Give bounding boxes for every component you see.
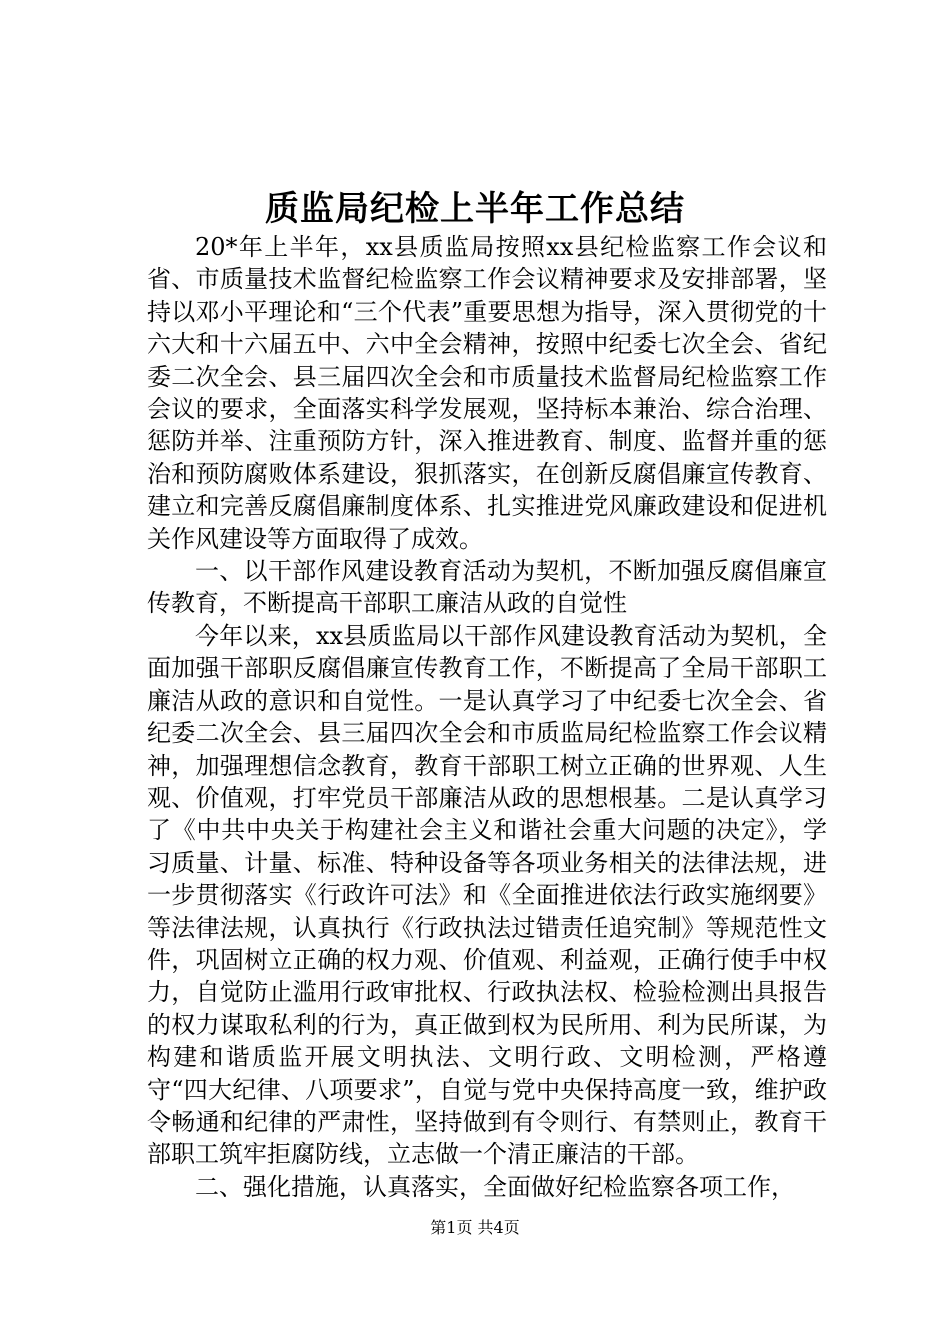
paragraph-section-2-heading: 二、强化措施，认真落实，全面做好纪检监察各项工作， <box>195 1172 795 1201</box>
paragraph-section-1-body: 今年以来，xx县质监局以干部作风建设教育活动为契机，全面加强干部职反腐倡廉宣传教育工作，不断提高了全局干部职工廉洁从政的意识和自觉性。一是认真学习了中纪委七次全会、省纪委二次全会、县三届四次全会和市质监局纪检监察工作会议精神，加强理想信念教育，教育干部职工树立正确的世界观、人生观、价值观，打牢党员干部廉洁从政的思想根基。二是认真学习了《中共中央关于构建社会主义和谐社会重大问题的决定》，学习质量、计量、标准、特种设备等各项业务相关的法律法规，进一步贯彻落实《行政许可法》和《全面推进依法行政实施纲要》等法律法规，认真执行《行政执法过错责任追究制》等规范性文件，巩固树立正确的权力观、价值观、利益观，正确行使手中权力，自觉防止滥用行政审批权、行政执法权、检验检测出具报告的权力谋取私利的行为，真正做到权为民所用、利为民所谋，为构建和谐质监开展文明执法、文明行政、文明检测，严格遵守“四大纪律、八项要求”，自觉与党中央保持高度一致，维护政令畅通和纪律的严肃性，坚持做到有令则行、有禁则止，教育干部职工筑牢拒腐防线，立志做一个清正廉洁的干部。 <box>147 621 827 1169</box>
document-body <box>147 231 827 1203</box>
paragraph-section-1-heading: 一、以干部作风建设教育活动为契机，不断加强反腐倡廉宣传教育，不断提高干部职工廉洁从政的自觉性 <box>147 557 827 618</box>
document-title: 质监局纪检上半年工作总结 <box>265 189 685 229</box>
paragraph-intro: 20*年上半年，xx县质监局按照xx县纪检监察工作会议和省、市质量技术监督纪检监察工作会议精神要求及安排部署，坚持以邓小平理论和“三个代表”重要思想为指导，深入贯彻党的十六大和十六届五中、六中全会精神，按照中纪委七次全会、省纪委二次全会、县三届四次全会和市质量技术监督局纪检监察工作会议的要求，全面落实科学发展观，坚持标本兼治、综合治理、惩防并举、注重预防方针，深入推进教育、制度、监督并重的惩治和预防腐败体系建设，狠抓落实，在创新反腐倡廉宣传教育、建立和完善反腐倡廉制度体系、扎实推进党风廉政建设和促进机关作风建设等方面取得了成效。 <box>147 233 827 553</box>
page-number: 第1页 共4页 <box>430 1218 520 1237</box>
